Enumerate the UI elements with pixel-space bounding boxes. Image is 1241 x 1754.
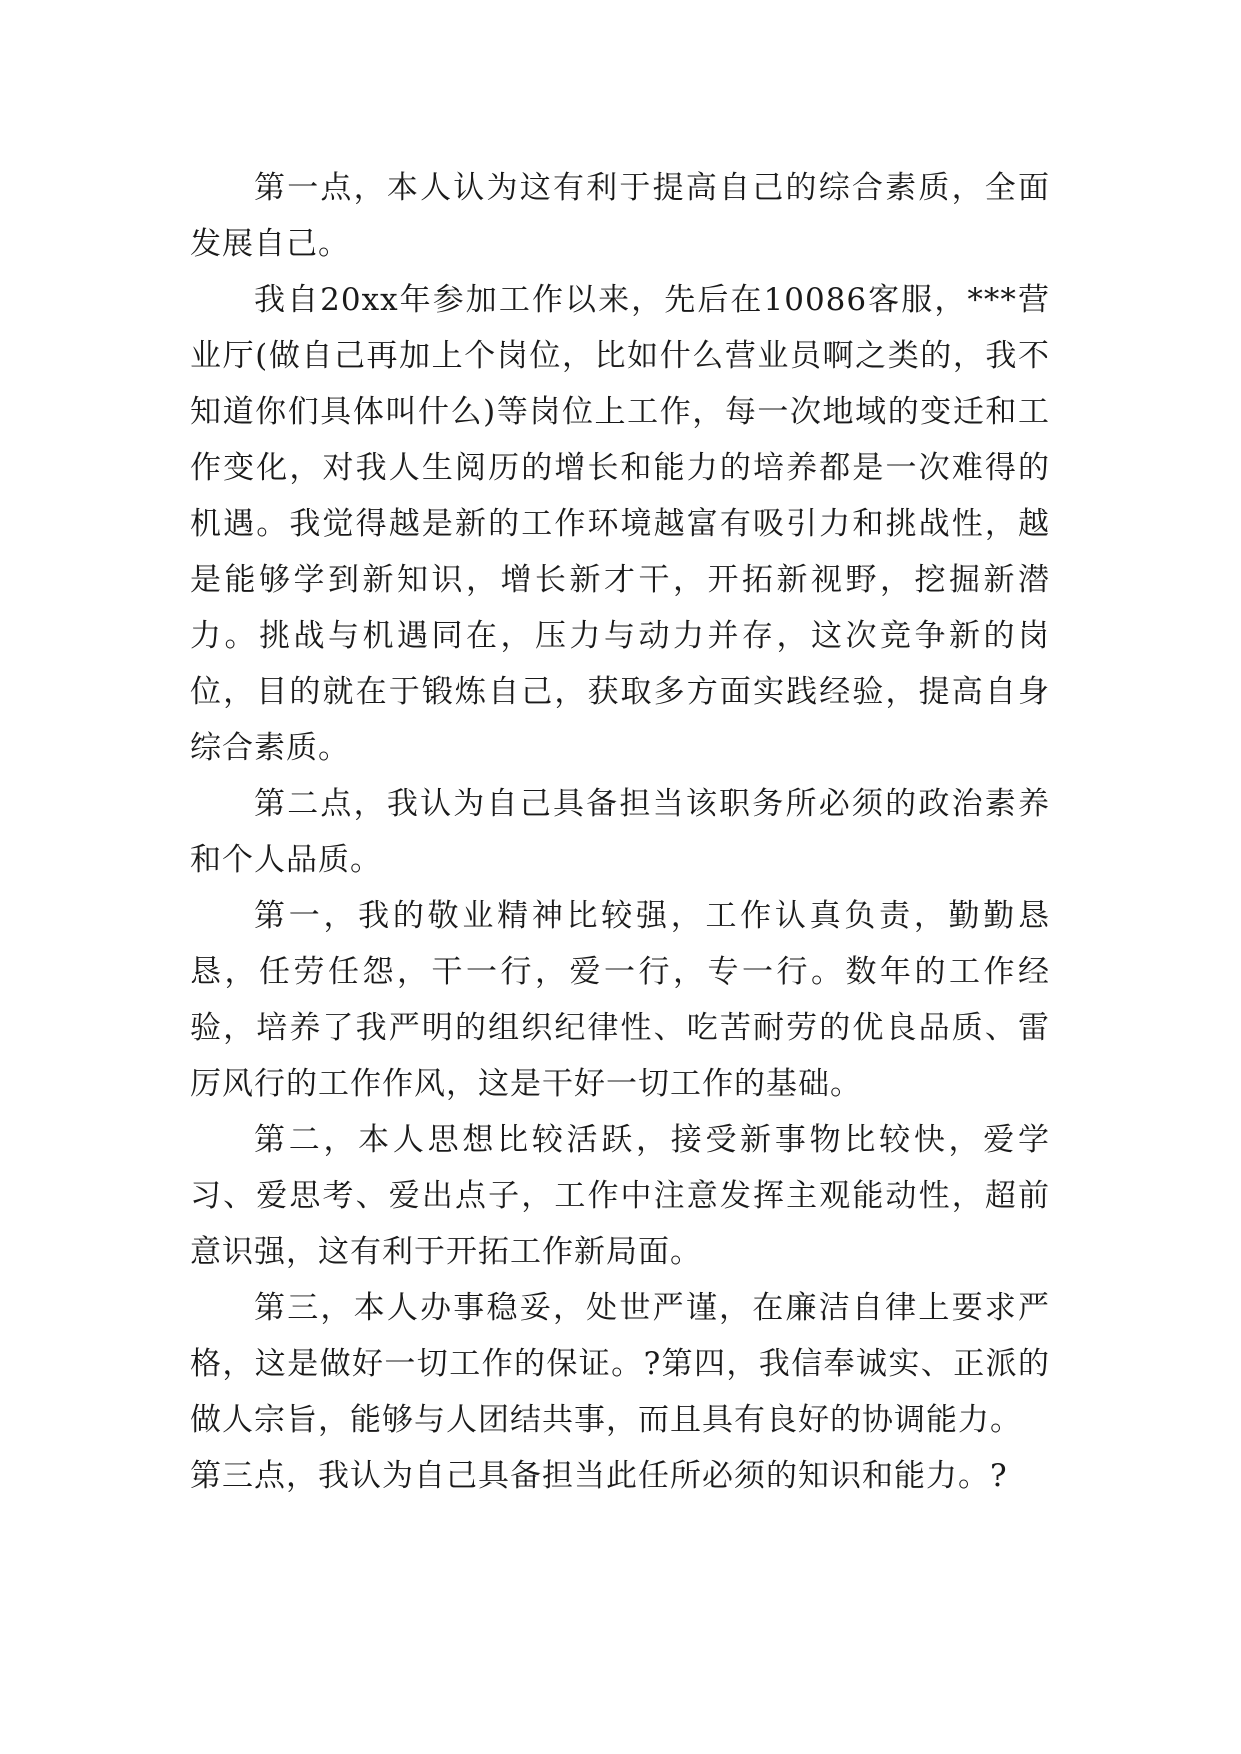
paragraph-point-one: 第一点，本人认为这有利于提高自己的综合素质，全面发展自己。 xyxy=(190,170,1050,262)
paragraph-point-two: 第二点，我认为自己具备担当该职务所必须的政治素养和个人品质。 xyxy=(190,786,1050,878)
paragraph-work-history: 我自20xx年参加工作以来，先后在10086客服，***营业厅(做自己再加上个岗位，比如什么营业员啊之类的，我不知道你们具体叫什么)等岗位上工作，每一次地域的变迁和工作变化，对我人生阅历的增长和能力的培养都是一次难得的机遇。我觉得越是新的工作环境越富有吸引力和挑战性，越是能够学到新知识，增长新才干，开拓新视野，挖掘新潜力。挑战与机遇同在，压力与动力并存，这次竞争新的岗位，目的就在于锻炼自己，获取多方面实践经验，提高自身综合素质。 xyxy=(190,282,1050,766)
document-body xyxy=(190,160,1050,1504)
paragraph-first-quality: 第一，我的敬业精神比较强，工作认真负责，勤勤恳恳，任劳任怨，干一行，爱一行，专一行。数年的工作经验，培养了我严明的组织纪律性、吃苦耐劳的优良品质、雷厉风行的工作作风，这是干好一切工作的基础。 xyxy=(190,898,1050,1102)
paragraph-second-quality: 第二，本人思想比较活跃，接受新事物比较快，爱学习、爱思考、爱出点子，工作中注意发挥主观能动性，超前意识强，这有利于开拓工作新局面。 xyxy=(190,1122,1050,1270)
paragraph-third-fourth-quality: 第三，本人办事稳妥，处世严谨，在廉洁自律上要求严格，这是做好一切工作的保证。?第四，我信奉诚实、正派的做人宗旨，能够与人团结共事，而且具有良好的协调能力。 xyxy=(190,1290,1050,1438)
paragraph-point-three: 第三点，我认为自己具备担当此任所必须的知识和能力。? xyxy=(190,1458,1008,1494)
